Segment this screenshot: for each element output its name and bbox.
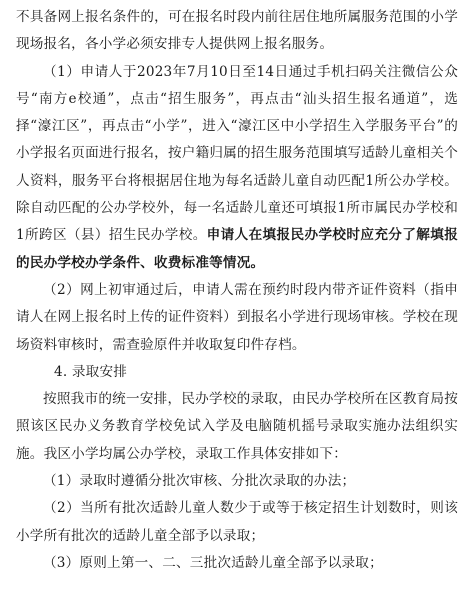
- paragraph-admission-rule-3: （3）原则上第一、二、三批次适龄儿童全部予以录取；: [43, 554, 383, 571]
- step-1-bold-notice: 申请人在填报民办学校时应充分了解填报的民办学校办学条件、收费标准等情况。: [16, 227, 458, 271]
- step-1-text: （1）申请人于2023年7月10日至14日通过手机扫码关注微信公众号“南方e校通”，点击“招生服务”，再点击“汕头招生报名通道”，选择“濠江区”，再点击“小学”，进入“濠江区中小学招生入学服务平台”的小学报名页面进行报名，按户籍归属的招生服务范围填写适龄儿童相关个人资料，服务平台将根据居住地为每名适龄儿童自动匹配1所公办学校。除自动匹配的公办学校外，每一名适龄儿童还可填报1所市属民办学校和1所跨区（县）招生民办学校。: [16, 63, 458, 244]
- paragraph-admission-arrangement: 按照我市的统一安排，民办学校的录取，由民办学校所在区教育局按照该区民办义务教育学校免试入学及电脑随机摇号录取实施办法组织实施。我区小学均属公办学校，录取工作具体安排如下：: [16, 391, 458, 462]
- paragraph-admission-rule-2: （2）当所有批次适龄儿童人数少于或等于核定招生计划数时，则该小学所有批次的适龄儿童全部予以录取；: [16, 500, 458, 544]
- paragraph-step-2-onsite-review: （2）网上初审通过后，申请人需在预约时段内带齐证件资料（指申请人在网上报名时上传的证件资料）到报名小学进行现场审核。学校在现场资料审核时，需查验原件并收取复印件存档。: [16, 281, 458, 353]
- section-heading-admission: 4. 录取安排: [54, 363, 128, 380]
- paragraph-admission-rule-1: （1）录取时遵循分批次审核、分批次录取的办法；: [43, 473, 356, 490]
- paragraph-step-1-online-application: [16, 59, 458, 277]
- paragraph-online-registration-note: 不具备网上报名条件的，可在报名时段内前往居住地所属服务范围的小学现场报名，各小学必须安排专人提供网上报名服务。: [16, 9, 458, 53]
